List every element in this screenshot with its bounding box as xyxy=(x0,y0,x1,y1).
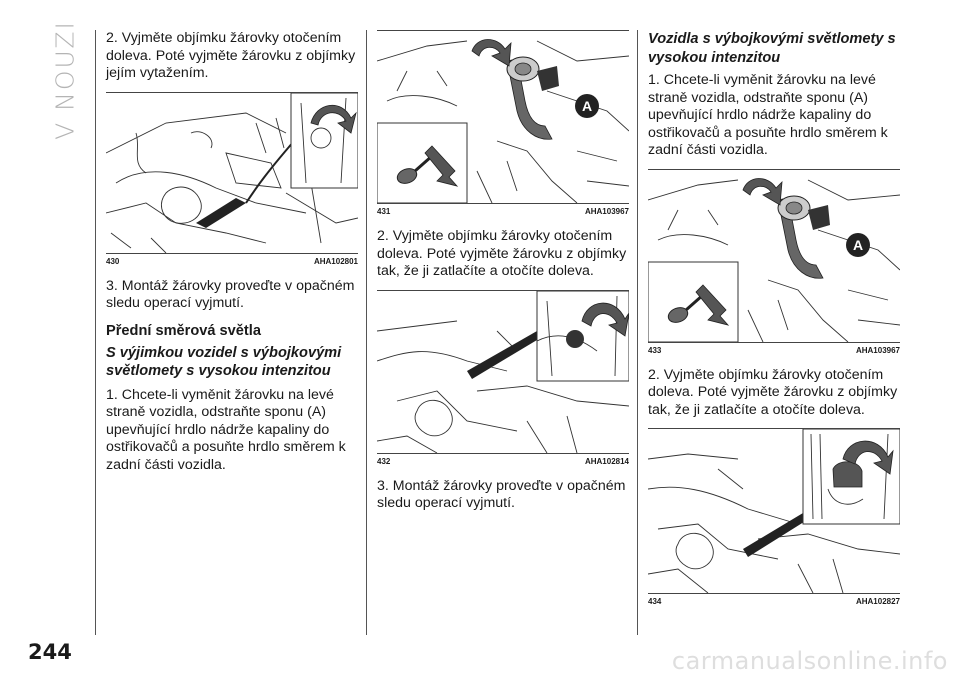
page-margin-rule xyxy=(95,30,96,635)
section-title: V NOUZI xyxy=(50,20,80,140)
figure-code: AHA103967 xyxy=(855,345,900,355)
figure-430 xyxy=(106,92,358,266)
paragraph: 1. Chcete-li vyměnit žárovku na levé straně vozidla, odstraňte sponu (A) upevňující hrdlo nádrže kapaliny do ostřikovačů a posuňte hrdlo směrem k zadní části vozidla. xyxy=(648,72,888,158)
figure-number: 433 xyxy=(648,345,662,355)
figure-number: 432 xyxy=(377,456,391,466)
washer-clip-illustration xyxy=(377,31,629,203)
figure-code: AHA102801 xyxy=(313,256,358,266)
watermark: carmanualsonline.info xyxy=(671,647,948,675)
figure-433 xyxy=(648,169,900,355)
subheading: Vozidla s výbojkovými světlomety s vysokou intenzitou xyxy=(648,31,896,66)
paragraph: 3. Montáž žárovky proveďte v opačném sledu operací vyjmutí. xyxy=(377,477,626,511)
page-number: 244 xyxy=(28,640,72,664)
callout-label: A xyxy=(852,236,864,253)
paragraph: 2. Vyjměte objímku žárovky otočením doleva. Poté vyjměte žárovku z objímky tak, že ji zatlačíte a otočíte doleva. xyxy=(377,228,627,279)
figure-number: 430 xyxy=(106,256,120,266)
washer-clip-illustration xyxy=(648,170,900,342)
column-divider-2 xyxy=(637,30,638,635)
column-3 xyxy=(648,30,900,618)
callout-label: A xyxy=(581,98,593,114)
paragraph: 3. Montáž žárovky proveďte v opačném sledu operací vyjmutí. xyxy=(106,277,355,311)
figure-code: AHA102814 xyxy=(584,456,629,466)
column-1 xyxy=(106,30,358,483)
paragraph: 1. Chcete-li vyměnit žárovku na levé straně vozidla, odstraňte sponu (A) upevňující hrdlo nádrže kapaliny do ostřikovačů a posuňte hrdlo směrem k zadní části vozidla. xyxy=(106,386,346,473)
paragraph: 2. Vyjměte objímku žárovky otočením doleva. Poté vyjměte žárovku z objímky jejím vytažením. xyxy=(106,30,356,81)
figure-code: AHA103967 xyxy=(584,207,629,216)
heading: Přední směrová světla xyxy=(106,322,261,339)
engine-illustration xyxy=(106,93,358,253)
subheading: S výjimkou vozidel s výbojkovými světlomety s vysokou intenzitou xyxy=(106,344,342,379)
figure-431 xyxy=(377,30,629,216)
figure-432 xyxy=(377,290,629,466)
bulb-socket-illustration xyxy=(377,291,629,453)
figure-number: 434 xyxy=(648,597,662,606)
column-2 xyxy=(377,30,629,522)
figure-number: 431 xyxy=(377,207,391,216)
hid-bulb-illustration xyxy=(648,429,900,593)
column-divider-1 xyxy=(366,30,367,635)
paragraph: 2. Vyjměte objímku žárovky otočením doleva. Poté vyjměte žárovku z objímky tak, že ji zatlačíte a otočíte doleva. xyxy=(648,366,898,418)
figure-434 xyxy=(648,428,900,606)
figure-code: AHA102827 xyxy=(855,597,900,606)
